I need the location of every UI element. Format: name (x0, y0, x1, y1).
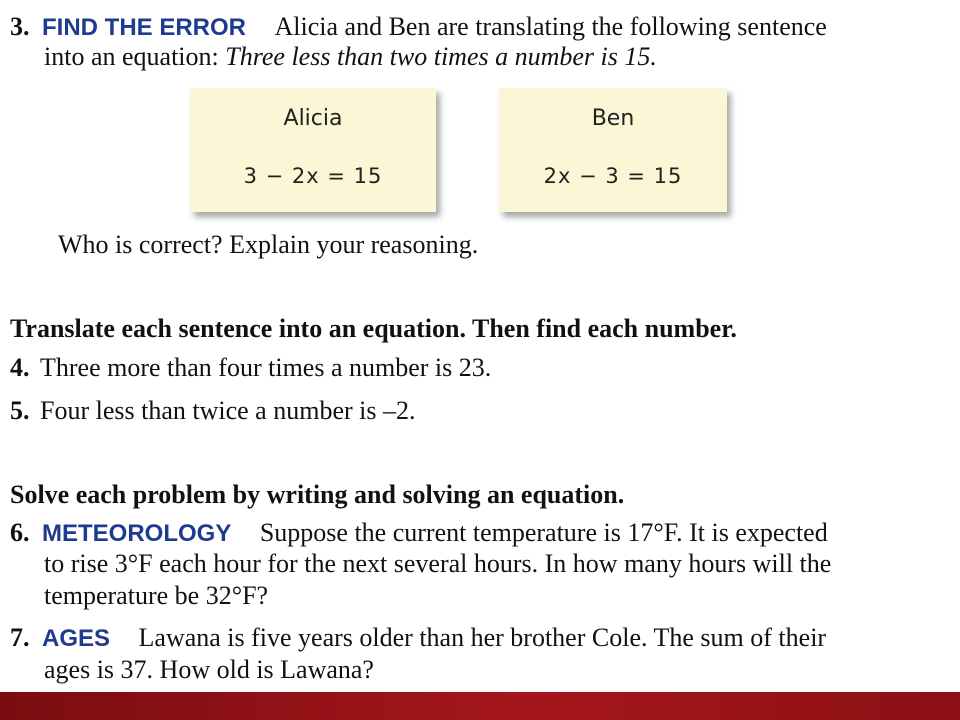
problem-5-text: Four less than twice a number is –2. (40, 396, 416, 425)
section-1-heading: Translate each sentence into an equation. Then find each number. (10, 314, 737, 343)
alicia-equation: 3 − 2x = 15 (243, 164, 383, 188)
problem-6-keyword: METEOROLOGY (42, 520, 232, 547)
problem-6-text-3: temperature be 32°F? (44, 581, 269, 610)
alicia-name: Alicia (283, 106, 343, 131)
problem-6-line-1 (10, 518, 828, 549)
problem-3-text-2: into an equation: (44, 42, 226, 71)
problem-4-text: Three more than four times a number is 23. (40, 353, 492, 382)
problem-4 (10, 353, 491, 383)
problem-3-question: Who is correct? Explain your reasoning. (58, 230, 479, 259)
problem-6-number: 6. (10, 518, 30, 547)
problem-3-italic-sentence: Three less than two times a number is 15. (225, 42, 657, 71)
ben-name: Ben (591, 106, 635, 131)
problem-4-number: 4. (10, 353, 30, 382)
problem-7-text-2: ages is 37. How old is Lawana? (44, 655, 374, 684)
problem-5 (10, 396, 416, 426)
problem-6-text-1: Suppose the current temperature is 17°F. It is expected (259, 518, 828, 547)
ben-card (499, 88, 727, 212)
problem-6-text-2: to rise 3°F each hour for the next several hours. In how many hours will the (44, 549, 832, 578)
ben-equation: 2x − 3 = 15 (543, 164, 683, 188)
section-2-heading: Solve each problem by writing and solving an equation. (10, 480, 625, 509)
problem-3-line-1 (10, 12, 827, 43)
problem-3-number: 3. (10, 12, 30, 41)
problem-3-line-2 (44, 42, 657, 72)
alicia-card (190, 88, 436, 212)
problem-7-line-1 (10, 623, 826, 654)
problem-3-keyword: FIND THE ERROR (42, 14, 246, 41)
problem-3-text-1: Alicia and Ben are translating the following sentence (274, 12, 827, 41)
problem-5-number: 5. (10, 396, 30, 425)
problem-7-number: 7. (10, 623, 30, 652)
footer-bar (0, 692, 960, 720)
problem-7-text-1: Lawana is five years older than her brother Cole. The sum of their (138, 623, 827, 652)
problem-7-keyword: AGES (42, 625, 111, 652)
